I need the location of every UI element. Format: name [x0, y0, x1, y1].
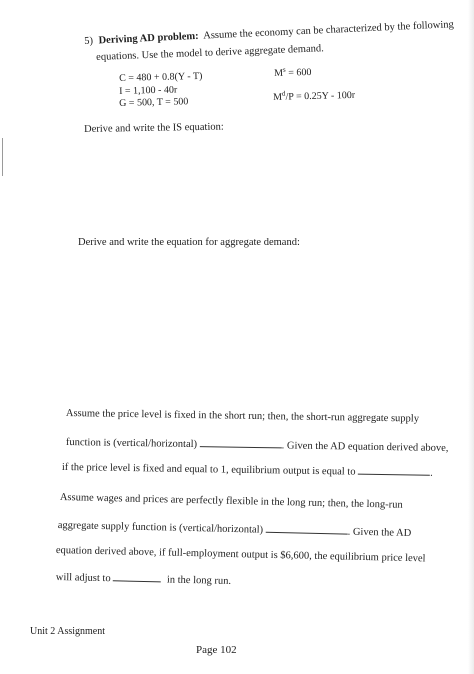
- footer-page-number: Page 102: [196, 644, 237, 656]
- equation-consumption: C = 480 + 0.8(Y - T): [119, 70, 203, 84]
- equation-money-supply: $M^s = 600$: [274, 65, 312, 79]
- short-run-line2: function is (vertical/horizontal) . Given the AD equation derived above,: [65, 436, 449, 455]
- equation-gov-tax: G = 500, T = 500: [119, 96, 189, 109]
- long-run-line3: equation derived above, if full-employment output is $6,600, the equilibrium price level: [55, 545, 426, 565]
- equation-money-demand: $M^d/P = 0.25Y - 100r$: [273, 89, 356, 103]
- footer-unit-label: Unit 2 Assignment: [30, 626, 106, 637]
- long-run-price-blank[interactable]: [113, 571, 161, 582]
- short-run-supply-blank[interactable]: [200, 437, 282, 448]
- short-run-line1: Assume the price level is fixed in the short run; then, the short-run aggregate supply: [65, 408, 420, 425]
- long-run-supply-blank[interactable]: [266, 523, 348, 535]
- problem-number: 5): [84, 35, 94, 47]
- ad-equation-prompt: Derive and write the equation for aggregate demand:: [78, 237, 300, 248]
- scan-edge-mark: [2, 138, 3, 176]
- long-run-line1: Assume wages and prices are perfectly flexible in the long run; then, the long-run: [59, 492, 403, 511]
- short-run-output-blank[interactable]: [358, 465, 430, 476]
- long-run-line4: will adjust to in the long run.: [55, 571, 232, 587]
- equation-investment: I = 1,100 - 40r: [119, 84, 178, 97]
- problem-heading-line: [84, 19, 454, 48]
- scan-edge-shadow: [468, 0, 474, 674]
- short-run-line3: if the price level is fixed and equal to 1, equilibrium output is equal to .: [61, 461, 433, 479]
- long-run-line2: aggregate supply function is (vertical/horizontal) . Given the AD: [57, 519, 412, 540]
- problem-intro-line2: equations. Use the model to derive aggregate demand.: [96, 43, 324, 63]
- problem-heading: Deriving AD problem:: [98, 30, 199, 47]
- is-equation-prompt: Derive and write the IS equation:: [84, 121, 224, 135]
- problem-intro-line1: Assume the economy can be characterized by the following: [203, 19, 455, 42]
